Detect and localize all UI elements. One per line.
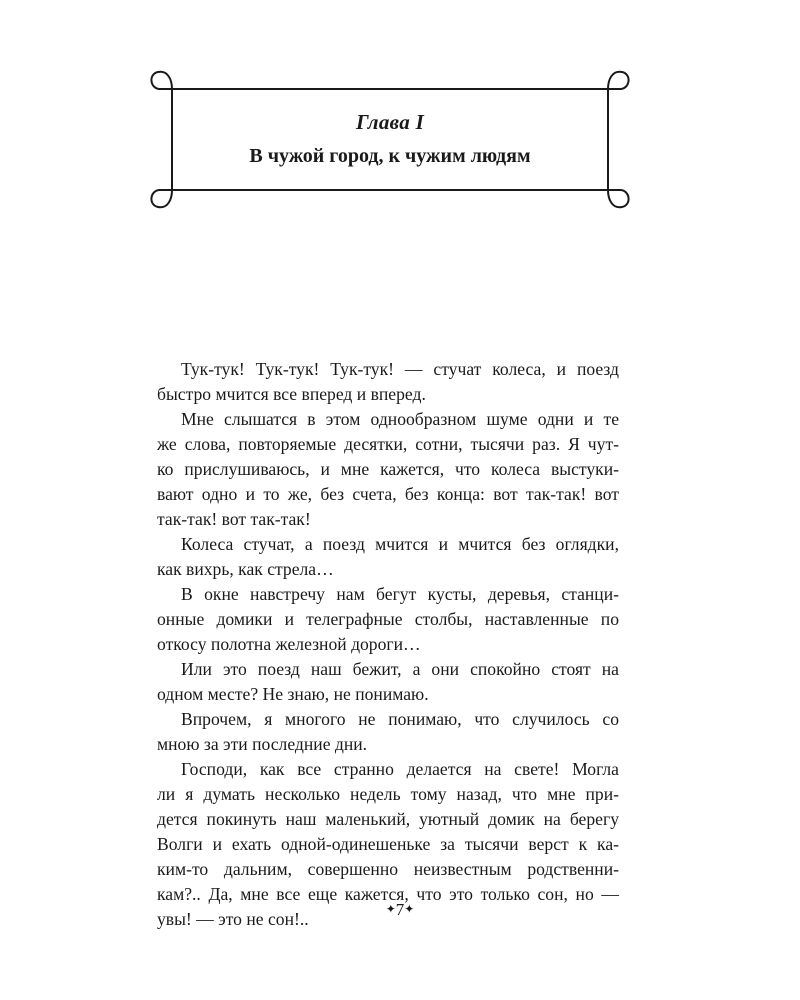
frame-corner-bottom-right: [608, 190, 629, 207]
text-line: увы! — это не сон!..: [157, 909, 309, 929]
page-footer: [0, 900, 800, 920]
text-line: мною за эти последние дни.: [157, 734, 368, 754]
text-line: же слова, повторяемые десятки, сотни, тысячи раз. Я чут-: [157, 434, 619, 454]
frame-corner-bottom-left: [151, 190, 172, 207]
body-text: [157, 357, 619, 932]
text-line: Тук-тук! Тук-тук! Тук-тук! — стучат колеса, и поезд: [181, 359, 619, 379]
text-line: ли я думать несколько недель тому назад, что мне при-: [157, 784, 619, 804]
text-line: так-так! вот так-так!: [157, 509, 311, 529]
text-line: как вихрь, как стрела…: [157, 559, 334, 579]
frame-corner-top-left: [151, 72, 172, 89]
text-line: откосу полотна железной дороги…: [157, 634, 421, 654]
text-line: Господи, как все странно делается на свете! Могла: [181, 759, 619, 779]
ornament-right-icon: ✦: [404, 902, 415, 916]
text-line: В окне навстречу нам бегут кусты, деревья, станци-: [181, 584, 619, 604]
text-line: дется покинуть наш маленький, уютный домик на берегу: [157, 809, 619, 829]
text-line: ким-то дальним, совершенно неизвестным родственни-: [157, 859, 619, 879]
text-line: ко прислушиваюсь, и мне кажется, что колеса выстуки-: [157, 459, 619, 479]
text-line: онные домики и телеграфные столбы, наставленные по: [157, 609, 619, 629]
text-line: вают одно и то же, без счета, без конца: вот так-так! вот: [157, 484, 619, 504]
text-line: одном месте? Не знаю, не понимаю.: [157, 684, 429, 704]
text-line: Впрочем, я многого не понимаю, что случилось со: [181, 709, 619, 729]
text-line: Мне слышатся в этом однообразном шуме одни и те: [181, 409, 619, 429]
page-number: 7: [395, 900, 405, 919]
chapter-number: Глава I: [355, 110, 425, 134]
text-line: Волги и ехать одной-одинешеньке за тысячи верст к ка-: [157, 834, 619, 854]
chapter-title: В чужой город, к чужим людям: [249, 145, 531, 167]
ornament-left-icon: ✦: [385, 902, 396, 916]
frame-corner-top-right: [608, 72, 629, 89]
text-line: Или это поезд наш бежит, а они спокойно стоят на: [181, 659, 619, 679]
text-line: кам?.. Да, мне все еще кажется, что это только сон, но —: [157, 884, 619, 904]
text-line: Колеса стучат, а поезд мчится и мчится без оглядки,: [181, 534, 619, 554]
text-line: быстро мчится все вперед и вперед.: [157, 384, 426, 404]
